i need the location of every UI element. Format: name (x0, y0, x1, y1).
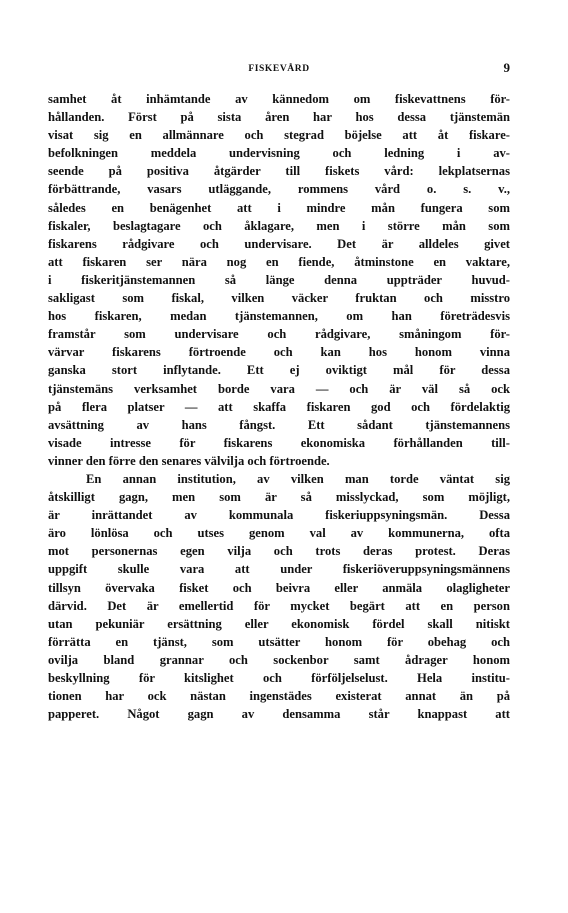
text-line: värvar fiskarens förtroende och kan hos honom vinna (48, 345, 510, 360)
text-line: därvid. Det är emellertid för mycket begärt att en person (48, 598, 510, 613)
text-line: förbättrande, vasars utläggande, rommens vård o. s. v., (48, 182, 510, 197)
text-line: ganska stort inflytande. Ett ej oviktigt mål för dessa (48, 363, 510, 378)
text-line: således en benägenhet att i mindre mån fungera som (48, 200, 510, 215)
text-line: på flera platser — att skaffa fiskaren god och fördelaktig (48, 399, 510, 414)
text-line: papperet. Något gagn av densamma står knappast att (48, 707, 510, 722)
text-line: är inrättandet av kommunala fiskeriuppsyningsmän. Dessa (48, 508, 510, 523)
text-line: avsättning av hans fångst. Ett sådant tjänstemannens (48, 417, 510, 432)
paragraph-1 (48, 90, 510, 470)
text-line: vinner den förre den senares välvilja och förtroende. (48, 453, 330, 468)
text-line: beskyllning för kitslighet och förföljelselust. Hela institu- (48, 671, 510, 685)
text-line: hållanden. Först på sista åren har hos dessa tjänstemän (48, 110, 510, 125)
body-text (48, 90, 510, 723)
text-line: uppgift skulle vara att under fiskeriöveruppsyningsmännens (48, 562, 510, 577)
text-line: åtskilligt gagn, men som är så misslyckad, som möjligt, (48, 490, 510, 505)
text-line: fiskarens rådgivare och undervisare. Det är alldeles givet (48, 236, 510, 251)
running-title: FISKEVÅRD (248, 64, 310, 74)
text-line: framstår som undervisare och rådgivare, småningom för- (48, 327, 510, 342)
page-number: 9 (503, 60, 510, 75)
text-line: förrätta en tjänst, som utsätter honom för obehag och (48, 634, 510, 649)
paragraph-2 (48, 470, 510, 723)
text-line: visat sig en allmännare och stegrad böjelse att åt fiskare- (48, 128, 510, 143)
text-line: En annan institution, av vilken man torde väntat sig (86, 471, 510, 486)
text-line: befolkningen meddela undervisning och ledning i av- (48, 146, 510, 161)
text-line: seende på positiva åtgärder till fiskets vård: lekplatsernas (48, 164, 510, 179)
running-head (48, 62, 510, 76)
text-line: fiskaler, beslagtagare och åklagare, men i större mån som (48, 218, 510, 233)
text-line: tillsyn övervaka fisket och beivra eller anmäla olagligheter (48, 580, 510, 595)
text-line: sakligast som fiskal, vilken väcker fruktan och misstro (48, 291, 510, 306)
text-line: äro lönlösa och utses genom val av kommunerna, ofta (48, 526, 510, 541)
text-line: mot personernas egen vilja och trots deras protest. Deras (48, 544, 510, 559)
text-line: tjänstemäns verksamhet borde vara — och är väl så ock (48, 381, 510, 396)
text-line: hos fiskaren, medan tjänstemannen, om han företrädesvis (48, 309, 510, 324)
text-line: visade intresse för fiskarens ekonomiska förhållanden till- (48, 435, 510, 450)
text-line: samhet åt inhämtande av kännedom om fiskevattnens för- (48, 92, 510, 106)
text-line: att fiskaren ser nära nog en fiende, åtminstone en vaktare, (48, 254, 510, 269)
text-line: tionen har ock nästan ingenstädes existerat annat än på (48, 689, 510, 704)
text-line: ovilja bland grannar och sockenbor samt ådrager honom (48, 652, 510, 667)
text-line: utan pekuniär ersättning eller ekonomisk fördel skall nitiskt (48, 616, 510, 631)
text-line: i fiskeritjänstemannen så länge denna uppträder huvud- (48, 272, 510, 287)
